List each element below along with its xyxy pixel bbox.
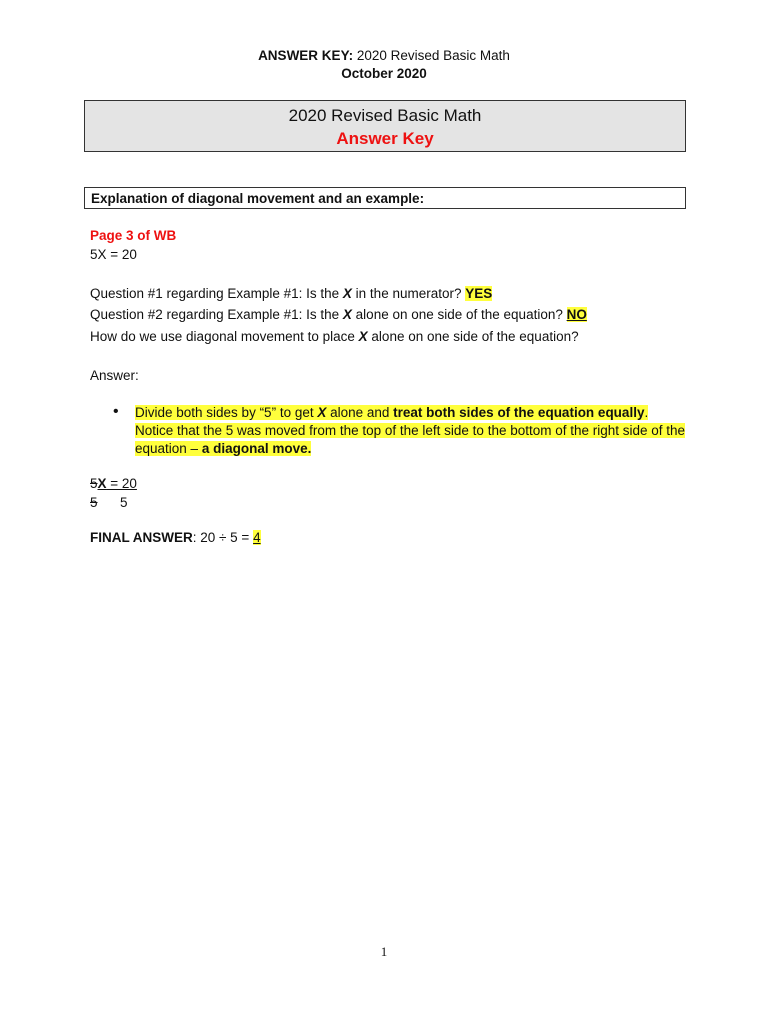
header-date: October 2020: [341, 66, 427, 81]
bullet-emphasis: treat both sides of the equation equally: [393, 405, 645, 420]
q2-answer: NO: [566, 307, 587, 322]
bullet-period: .: [644, 405, 649, 420]
header-title: [0, 48, 768, 63]
fraction-top: [90, 476, 137, 491]
bullet-line-1: [135, 405, 648, 420]
q1-answer: YES: [465, 286, 493, 301]
question-3: [90, 329, 579, 344]
q2-variable: X: [342, 307, 352, 322]
bullet-line-2: [135, 423, 685, 438]
bullet-line-3: [135, 441, 311, 456]
final-answer: [90, 530, 261, 545]
q2-text-end: alone on one side of the equation?: [351, 307, 567, 322]
final-answer-label: FINAL ANSWER: [90, 530, 193, 545]
final-answer-value: 4: [253, 530, 261, 545]
q1-text-end: in the numerator?: [351, 286, 466, 301]
bullet-line-2-text: Notice that the 5 was moved from the top of the left side to the bottom of the right side of the: [135, 423, 686, 438]
header-subject: 2020 Revised Basic Math: [353, 48, 510, 63]
bullet-icon: •: [113, 403, 119, 420]
bullet-line-3-text: [135, 441, 311, 456]
title-box: [84, 100, 686, 152]
page-reference: Page 3 of WB: [90, 228, 177, 243]
bullet-text: [135, 405, 648, 420]
q2-text: Question #2 regarding Example #1: Is the: [90, 307, 343, 322]
q3-variable: X: [358, 329, 368, 344]
header-label: ANSWER KEY:: [258, 48, 354, 63]
fraction-top-coefficient: 5: [90, 476, 98, 491]
bullet-variable: X: [317, 405, 327, 420]
answer-label: Answer:: [90, 368, 139, 383]
bullet-text-mid: alone and: [326, 405, 394, 420]
fraction-top-variable: X: [97, 476, 107, 491]
fraction-bottom-left: 5: [90, 495, 98, 510]
page-number: 1: [380, 944, 388, 959]
question-2: [90, 307, 587, 322]
final-answer-expression: : 20 ÷ 5 =: [192, 530, 254, 545]
document-subtitle: Answer Key: [336, 129, 434, 148]
bullet-line-3-emphasis: a diagonal move.: [201, 441, 312, 456]
section-label: Explanation of diagonal movement and an example:: [91, 191, 425, 206]
question-1: [90, 286, 492, 301]
section-box: [84, 187, 686, 209]
q3-text: How do we use diagonal movement to place: [90, 329, 359, 344]
q1-variable: X: [342, 286, 352, 301]
fraction-top-rest: = 20: [106, 476, 137, 491]
bullet-text-start: Divide both sides by “5” to get: [135, 405, 318, 420]
q1-text: Question #1 regarding Example #1: Is the: [90, 286, 343, 301]
fraction-bottom-right: 5: [120, 495, 128, 510]
bullet-line-3-start: equation –: [135, 441, 202, 456]
document-title: 2020 Revised Basic Math: [288, 106, 482, 125]
equation: 5X = 20: [90, 247, 137, 262]
q3-text-end: alone on one side of the equation?: [367, 329, 579, 344]
